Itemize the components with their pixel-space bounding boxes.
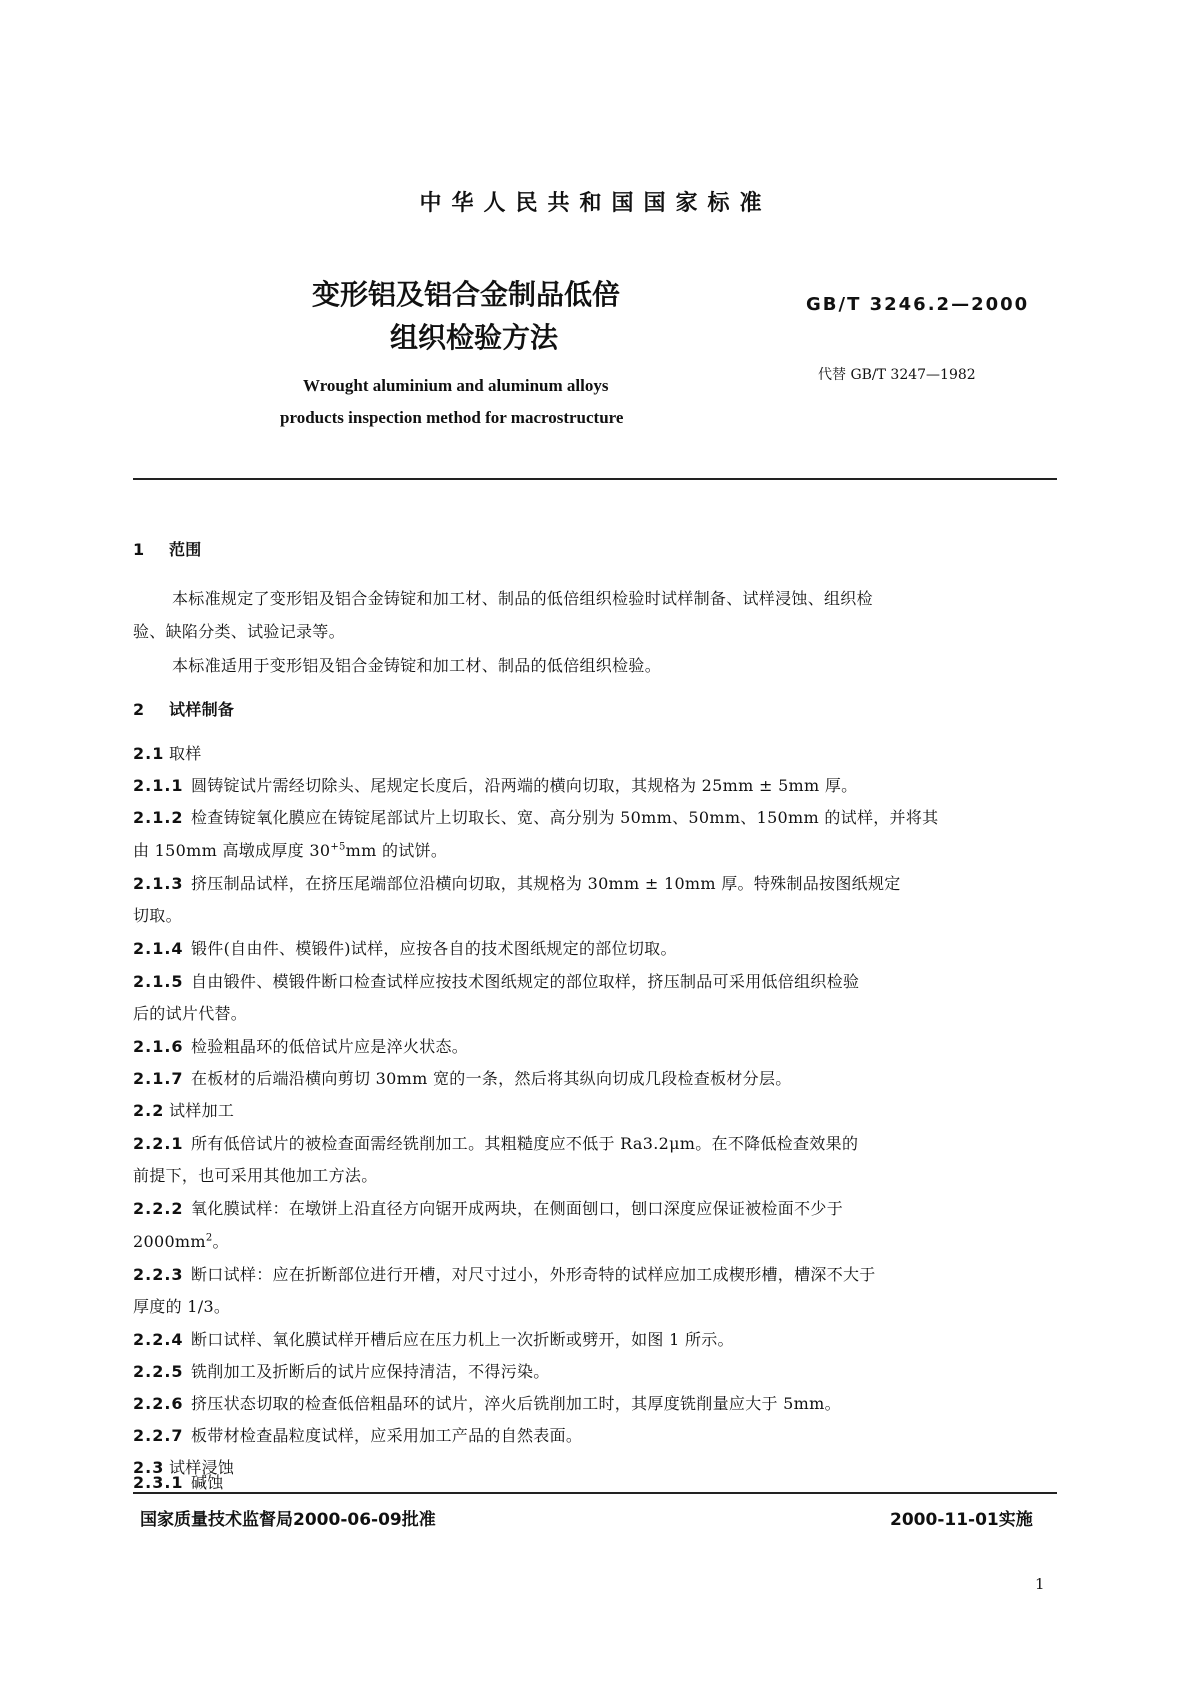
national-standard-heading: 中华人民共和国国家标准: [419, 191, 772, 216]
clause-2-2-2: [133, 1196, 843, 1219]
clause-text: 自由锻件、模锻件断口检查试样应按技术图纸规定的部位取样，挤压制品可采用低倍组织检验: [191, 972, 860, 991]
clause-2-1-2: [133, 805, 938, 828]
superscript-tolerance: +5: [330, 841, 346, 853]
paragraph-line: 验、缺陷分类、试验记录等。: [133, 622, 345, 641]
section-number: 2.2: [133, 1101, 165, 1120]
clause-text: 断口试样：应在折断部位进行开槽，对尺寸过小，外形奇特的试样应加工成楔形槽，槽深不大于: [191, 1265, 876, 1284]
section-title: 试样加工: [169, 1101, 235, 1120]
clause-2-1-5: [133, 969, 859, 992]
section-title: 范围: [169, 540, 202, 559]
clause-2-2-3: [133, 1262, 876, 1285]
document-title-line-1: 变形铝及铝合金制品低倍: [312, 278, 621, 311]
clause-continuation: 前提下，也可采用其他加工方法。: [133, 1166, 378, 1185]
section-number: 2: [133, 700, 146, 719]
clause-number: 2.2.1: [133, 1134, 184, 1153]
english-title-line-1: Wrought aluminium and aluminum alloys: [303, 376, 609, 395]
paragraph-line: 本标准适用于变形铝及铝合金铸锭和加工材、制品的低倍组织检验。: [172, 656, 662, 675]
clause-number: 2.1.4: [133, 939, 184, 958]
subsection-2-2-heading: [133, 1098, 234, 1121]
clause-number: 2.2.7: [133, 1426, 184, 1445]
clause-text: 锻件(自由件、模锻件)试样，应按各自的技术图纸规定的部位切取。: [191, 939, 677, 958]
standard-number: GB/T 3246.2—2000: [806, 294, 1030, 315]
superscript-exponent: 2: [205, 1232, 213, 1244]
clause-2-2-5: [133, 1359, 550, 1382]
clause-number: 2.1.6: [133, 1037, 184, 1056]
section-title: 试样制备: [169, 700, 235, 719]
section-number: 2.3: [133, 1458, 165, 1477]
clause-text: 在板材的后端沿横向剪切 30mm 宽的一条，然后将其纵向切成几段检查板材分层。: [191, 1069, 792, 1088]
clause-text: 所有低倍试片的被检查面需经铣削加工。其粗糙度应不低于 Ra3.2μm。在不降低检查效果的: [191, 1134, 859, 1153]
clause-title: 碱蚀: [191, 1473, 224, 1492]
clause-2-2-7: [133, 1423, 582, 1446]
clause-2-2-1: [133, 1131, 858, 1154]
section-number: 2.1: [133, 744, 165, 763]
clause-text: 2000mm: [133, 1232, 206, 1251]
subsection-2-1-heading: [133, 741, 202, 764]
clause-continuation: 后的试片代替。: [133, 1004, 248, 1023]
clause-text: 板带材检查晶粒度试样，应采用加工产品的自然表面。: [191, 1426, 583, 1445]
clause-2-2-6: [133, 1391, 841, 1414]
section-1-heading: [133, 537, 202, 560]
effective-date: 2000-11-01实施: [890, 1510, 1033, 1530]
clause-text: mm 的试饼。: [345, 841, 448, 860]
clause-number: 2.2.2: [133, 1199, 184, 1218]
clause-text: 由 150mm 高墩成厚度 30: [133, 841, 331, 860]
clause-number: 2.1.1: [133, 776, 184, 795]
header-divider: [133, 478, 1057, 480]
clause-text: 铣削加工及折断后的试片应保持清洁，不得污染。: [191, 1362, 550, 1381]
english-title-line-2: products inspection method for macrostructure: [280, 408, 624, 427]
clause-2-1-4: [133, 936, 677, 959]
clause-number: 2.2.6: [133, 1394, 184, 1413]
clause-number: 2.1.7: [133, 1069, 184, 1088]
section-title: 取样: [169, 744, 202, 763]
clause-text: 氧化膜试样：在墩饼上沿直径方向锯开成两块，在侧面刨口，刨口深度应保证被检面不少于: [191, 1199, 844, 1218]
approval-line: 国家质量技术监督局2000-06-09批准: [140, 1510, 436, 1530]
clause-2-1-6: [133, 1034, 468, 1057]
clause-text: 挤压制品试样，在挤压尾端部位沿横向切取，其规格为 30mm ± 10mm 厚。特殊制品按图纸规定: [191, 874, 901, 893]
clause-number: 2.1.3: [133, 874, 184, 893]
section-title: 试样浸蚀: [169, 1458, 235, 1477]
clause-continuation: [133, 1229, 229, 1252]
clause-number: 2.2.3: [133, 1265, 184, 1284]
clause-2-3-1: [133, 1470, 224, 1493]
clause-number: 2.3.1: [133, 1473, 184, 1492]
document-title-line-2: 组织检验方法: [390, 321, 559, 354]
clause-number: 2.2.4: [133, 1330, 184, 1349]
clause-text: 检验粗晶环的低倍试片应是淬火状态。: [191, 1037, 469, 1056]
clause-2-2-4: [133, 1327, 734, 1350]
clause-text: 。: [212, 1232, 229, 1251]
clause-number: 2.1.2: [133, 808, 184, 827]
paragraph-line: 本标准规定了变形铝及铝合金铸锭和加工材、制品的低倍组织检验时试样制备、试样浸蚀、组织检: [172, 589, 873, 608]
clause-number: 2.1.5: [133, 972, 184, 991]
replaces-standard: 代替 GB/T 3247—1982: [818, 367, 976, 383]
clause-text: 检查铸锭氧化膜应在铸锭尾部试片上切取长、宽、高分别为 50mm、50mm、150mm 的试样，并将其: [191, 808, 939, 827]
clause-2-1-1: [133, 773, 857, 796]
section-2-heading: [133, 697, 234, 720]
clause-text: 挤压状态切取的检查低倍粗晶环的试片，淬火后铣削加工时，其厚度铣削量应大于 5mm。: [191, 1394, 841, 1413]
footer-divider: [133, 1492, 1057, 1494]
clause-2-1-3: [133, 871, 901, 894]
clause-text: 圆铸锭试片需经切除头、尾规定长度后，沿两端的横向切取，其规格为 25mm ± 5mm 厚。: [191, 776, 858, 795]
page-number: 1: [1035, 1575, 1045, 1593]
clause-continuation: 厚度的 1/3。: [133, 1297, 231, 1316]
section-number: 1: [133, 540, 146, 559]
clause-continuation: [133, 838, 447, 861]
clause-number: 2.2.5: [133, 1362, 184, 1381]
clause-text: 断口试样、氧化膜试样开槽后应在压力机上一次折断或劈开，如图 1 所示。: [191, 1330, 734, 1349]
clause-2-1-7: [133, 1066, 792, 1089]
clause-continuation: 切取。: [133, 906, 182, 925]
